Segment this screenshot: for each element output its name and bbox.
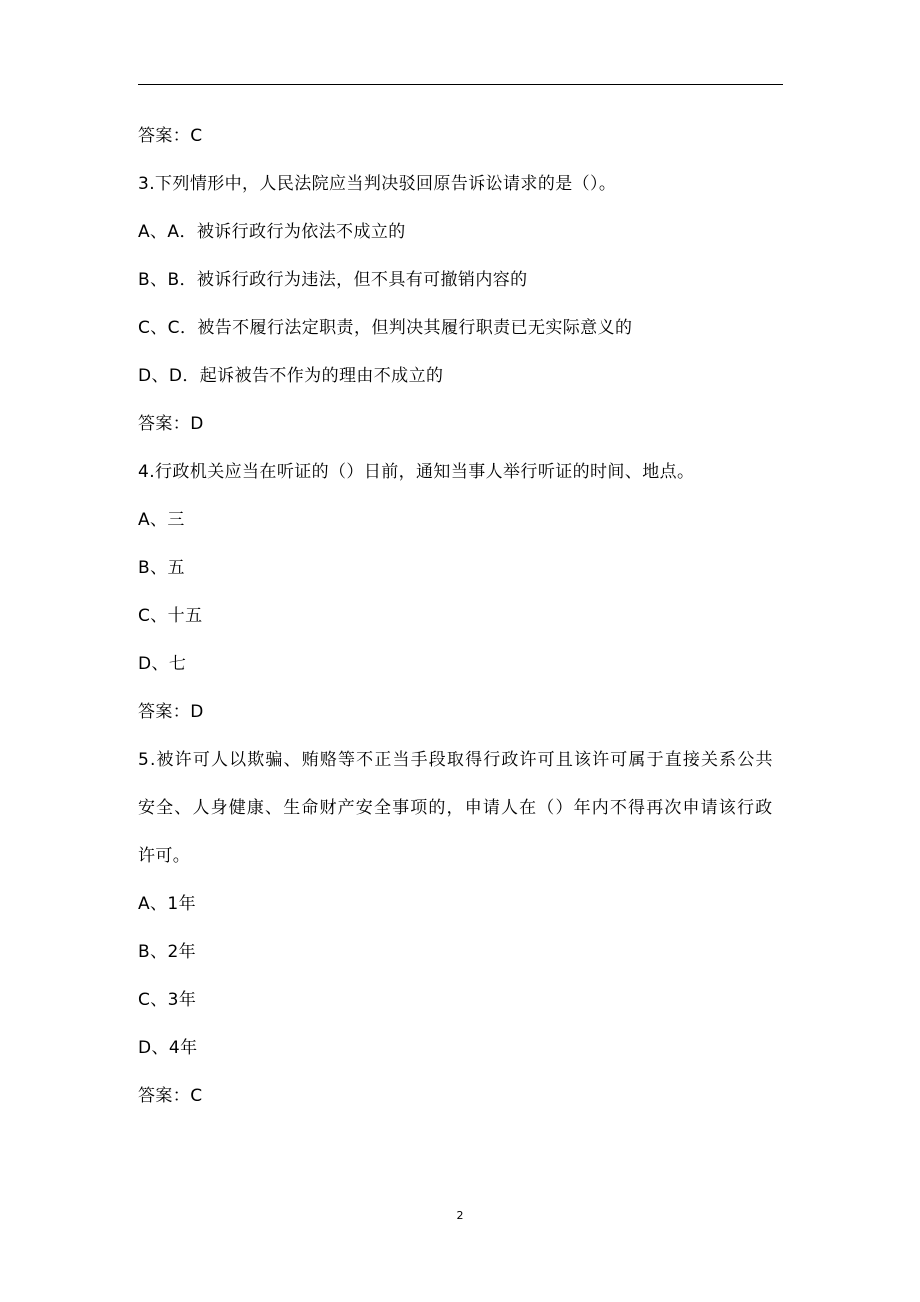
q3-option-c: C、C．被告不履行法定职责，但判决其履行职责已无实际意义的 [138,318,633,338]
q4-option-d: D、七 [138,654,187,674]
question-5-line-3: 许可。 [138,846,191,866]
q5-option-b: B、2年 [138,942,197,962]
question-4: 4.行政机关应当在听证的（）日前，通知当事人举行听证的时间、地点。 [138,462,695,482]
q3-option-d: D、D．起诉被告不作为的理由不成立的 [138,366,444,386]
q4-option-b: B、五 [138,558,185,578]
answer-q2: 答案：C [138,126,203,146]
question-5-line-2: 安全、人身健康、生命财产安全事项的，申请人在（）年内不得再次申请该行政 [138,798,774,818]
answer-q3: 答案：D [138,414,204,434]
q5-option-d: D、4年 [138,1038,198,1058]
q5-option-c: C、3年 [138,990,197,1010]
answer-q5: 答案：C [138,1086,203,1106]
question-3: 3.下列情形中，人民法院应当判决驳回原告诉讼请求的是（）。 [138,174,617,194]
question-5-line-1: 5.被许可人以欺骗、贿赂等不正当手段取得行政许可且该许可属于直接关系公共 [138,750,774,770]
q5-option-a: A、1年 [138,894,197,914]
q4-option-a: A、三 [138,510,185,530]
page-number: 2 [456,1209,464,1222]
answer-q4: 答案：D [138,702,204,722]
q3-option-b: B、B．被诉行政行为违法，但不具有可撤销内容的 [138,270,528,290]
q4-option-c: C、十五 [138,606,203,626]
header-rule [138,84,783,85]
q3-option-a: A、A．被诉行政行为依法不成立的 [138,222,406,242]
